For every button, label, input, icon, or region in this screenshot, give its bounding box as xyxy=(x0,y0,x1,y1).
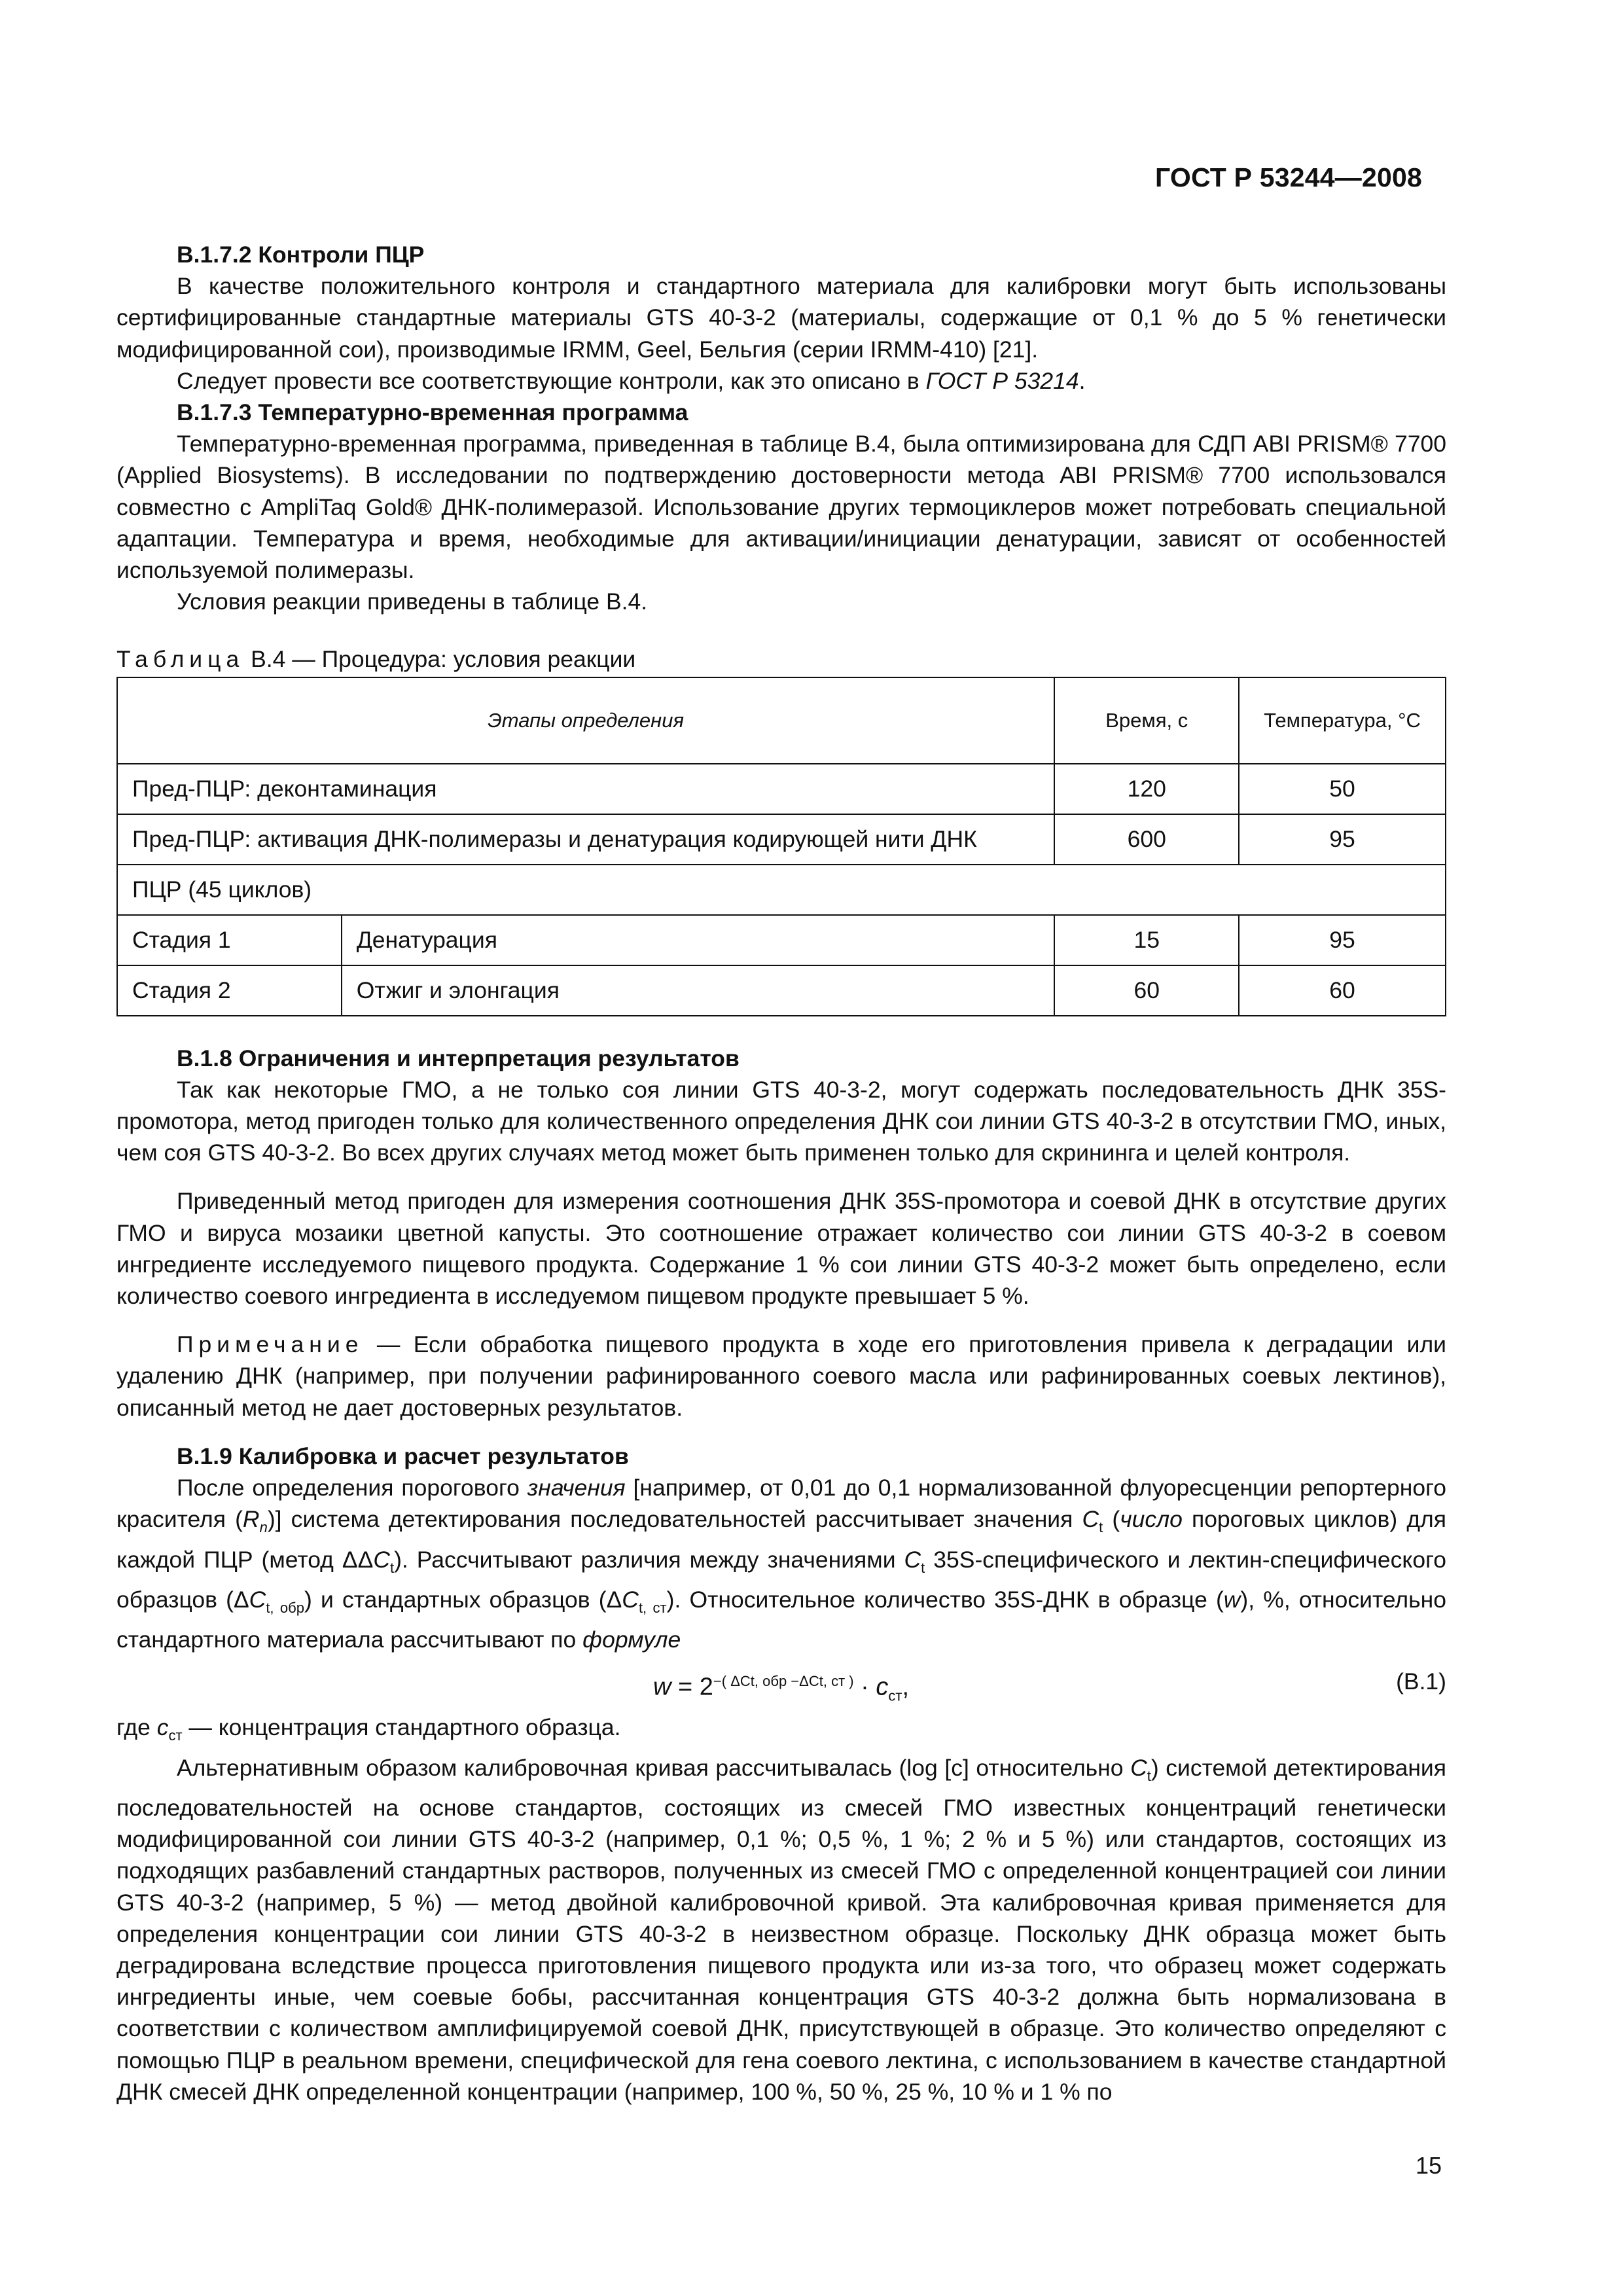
symbol: w xyxy=(1223,1586,1241,1613)
text: Следует провести все соответствующие контроли, как это описано в xyxy=(177,367,926,394)
formula-number: (В.1) xyxy=(1396,1668,1446,1695)
cell-time: 15 xyxy=(1054,915,1239,965)
section-title-b172: В.1.7.2 Контроли ПЦР xyxy=(177,242,425,268)
symbol: R xyxy=(242,1506,260,1533)
cell-time: 600 xyxy=(1054,814,1239,865)
subscript: t, обр xyxy=(266,1599,305,1616)
note-label: Примечание xyxy=(177,1331,364,1358)
cell-temperature: 95 xyxy=(1239,915,1446,965)
text: пороговых циклов) для каждой ПЦР (метод ΔΔ xyxy=(116,1506,1446,1573)
paragraph-b173-2: Условия реакции приведены в таблице В.4. xyxy=(177,588,648,615)
text: После определения порогового xyxy=(177,1475,527,1501)
table-caption xyxy=(116,643,1446,675)
cell-step: Пред-ПЦР: активация ДНК-полимеразы и денатурация кодирующей нити ДНК xyxy=(117,814,1054,865)
text: значения xyxy=(527,1475,626,1501)
paragraph-b173-1: Температурно-временная программа, приведенная в таблице В.4, была оптимизирована для СДП ABI PRISM® 7700 (Applied Biosystems). В исследовании по подтверждению достоверности метода ABI PRISM® 7700 использовался совместно с AmpliTaq Gold® ДНК-полимеразой. Использование других термоциклеров может потребовать специальной адаптации. Температура и время, необходимые для активации/инициации денатурации, зависят от особенностей используемой полимеразы. xyxy=(116,431,1446,584)
subscript: t, ст xyxy=(638,1599,667,1616)
cell-step: ПЦР (45 циклов) xyxy=(117,865,1446,915)
reaction-conditions-table xyxy=(116,677,1446,1016)
paragraph-b172-1: В качестве положительного контроля и стандартного материала для калибровки могут быть использованы сертифицированные стандартные материалы GTS 40-3-2 (материалы, содержащие от 0,1 % до 5 % генетически модифицированной сои), производимые IRMM, Geel, Бельгия (серии IRMM-410) [21]. xyxy=(116,273,1446,363)
paragraph-b18-1: Так как некоторые ГМО, а не только соя линии GTS 40-3-2, могут содержать последовательность ДНК 35S-промотора, метод пригоден только для количественного определения ДНК сои линии GTS 40-3-2 в отсутствии ГМО, иных, чем соя GTS 40-3-2. Во всех других случаях метод может быть применен только для скрининга и целей контроля. xyxy=(116,1076,1446,1166)
subscript: t xyxy=(389,1559,395,1576)
text: . xyxy=(1079,367,1086,394)
formula-b1 xyxy=(116,1659,1446,1712)
text: , xyxy=(902,1674,909,1702)
page-body xyxy=(116,239,1446,2108)
cell-temperature: 50 xyxy=(1239,764,1446,814)
cell-step: Пред-ПЦР: деконтаминация xyxy=(117,764,1054,814)
section-title-b19: В.1.9 Калибровка и расчет результатов xyxy=(177,1443,629,1469)
table-caption-text: В.4 — Процедура: условия реакции xyxy=(244,646,636,673)
cell-stage: Стадия 2 xyxy=(117,965,342,1016)
cell-step: Отжиг и элонгация xyxy=(342,965,1055,1016)
text: ) и стандартных образцов (Δ xyxy=(304,1586,622,1613)
text: = 2 xyxy=(671,1674,713,1702)
text: ). Рассчитывают различия между значениями xyxy=(394,1546,904,1573)
header-time: Время, с xyxy=(1054,677,1239,764)
exponent: −( ΔCt, обр −ΔCt, ст ) xyxy=(713,1673,854,1690)
subscript: t xyxy=(1147,1767,1151,1784)
paragraph-b19-2 xyxy=(116,1752,1446,2108)
gost-reference: ГОСТ Р 53214 xyxy=(925,367,1079,394)
symbol: C xyxy=(1082,1506,1099,1533)
symbol: C xyxy=(373,1546,390,1573)
cell-time: 60 xyxy=(1054,965,1239,1016)
text: ) системой детектирования последовательностей на основе стандартов, состоящих из смесей ГМО известных концентраций генетически модифицированной сои линии GTS 40-3-2 (например, 0,1 %; 0,5 %, 1 %; 2 % и 5 %) или стандартов, состоящих из подходящих разбавлений стандартных растворов, полученных из смесей ГМО с определенной концентрацией сои линии GTS 40-3-2 (например, 5 %) — метод двойной калибровочной кривой. Эта калибровочная кривая применяется для определения концентрации сои линии GTS 40-3-2 в неизвестном образце. Поскольку ДНК образца может быть деградирована вследствие процесса приготовления пищевого продукта или из-за того, что образец может содержать ингредиенты иные, чем соевые бобы, рассчитанная концентрация GTS 40-3-2 должна быть нормализована в соответствии с количеством амплифицируемой соевой ДНК, присутствующей в образце. Это количество определяют с помощью ПЦР в реальном времени, специфической для гена соевого лектина, с использованием в качестве стандартной ДНК смесей ДНК определенной концентрации (например, 100 %, 50 %, 25 %, 10 % и 1 % по xyxy=(116,1754,1446,2105)
table-caption-word: Таблица xyxy=(116,646,245,673)
page-number: 15 xyxy=(1416,2152,1442,2179)
text: число xyxy=(1120,1506,1183,1533)
header-temperature: Температура, °С xyxy=(1239,677,1446,764)
text: )] система детектирования последовательностей рассчитывает значения xyxy=(267,1506,1082,1533)
formula-legend xyxy=(116,1712,1446,1751)
subscript: t xyxy=(1099,1519,1103,1536)
paragraph-b18-2: Приведенный метод пригоден для измерения соотношения ДНК 35S-промотора и соевой ДНК в отсутствие других ГМО и вируса мозаики цветной капусты. Это соотношение отражает количество сои линии GTS 40-3-2 в соевом ингредиенте исследуемого пищевого продукта. Содержание 1 % сои линии GTS 40-3-2 может быть определено, если количество соевого ингредиента в исследуемом пищевом продукте превышает 5 %. xyxy=(116,1188,1446,1310)
text: · xyxy=(853,1674,876,1702)
note-text: — Если обработка пищевого продукта в ходе его приготовления привела к деградации или удалению ДНК (например, при получении рафинированного соевого масла или рафинированных соевых лектинов), описанный метод не дает достоверных результатов. xyxy=(116,1331,1446,1421)
subscript: t xyxy=(921,1559,925,1576)
table-header-row xyxy=(117,677,1446,764)
text: формуле xyxy=(582,1626,681,1653)
table-row xyxy=(117,764,1446,814)
formula-expression xyxy=(653,1666,909,1712)
symbol: c xyxy=(156,1714,169,1741)
table-row xyxy=(117,965,1446,1016)
symbol: C xyxy=(904,1546,921,1573)
symbol: w xyxy=(653,1674,671,1702)
symbol: c xyxy=(876,1674,889,1702)
cell-time: 120 xyxy=(1054,764,1239,814)
document-code: ГОСТ Р 53244—2008 xyxy=(1155,162,1422,192)
subscript: ст xyxy=(168,1727,183,1744)
text: ( xyxy=(1103,1506,1120,1533)
symbol: C xyxy=(1130,1754,1147,1781)
symbol: C xyxy=(249,1586,266,1613)
text: ). Относительное количество 35S-ДНК в образце ( xyxy=(666,1586,1224,1613)
paragraph-b172-2 xyxy=(116,365,1446,397)
text: [например, от 0,01 до 0,1 нормализованной флуоресценции репортерного красителя ( xyxy=(116,1475,1446,1533)
text: 35S-специфического и лектин-специфического образцов (Δ xyxy=(116,1546,1447,1613)
cell-temperature: 60 xyxy=(1239,965,1446,1016)
text: Альтернативным образом калибровочная кривая рассчитывалась (log [c] относительно xyxy=(177,1754,1131,1781)
symbol: C xyxy=(622,1586,639,1613)
subscript: ст xyxy=(888,1687,902,1704)
cell-stage: Стадия 1 xyxy=(117,915,342,965)
cell-step: Денатурация xyxy=(342,915,1055,965)
section-title-b173: В.1.7.3 Температурно-временная программа xyxy=(177,399,688,426)
header-stages: Этапы определения xyxy=(117,677,1054,764)
table-row xyxy=(117,865,1446,915)
text: где xyxy=(116,1714,157,1741)
cell-temperature: 95 xyxy=(1239,814,1446,865)
table-row xyxy=(117,915,1446,965)
subscript: n xyxy=(259,1519,268,1536)
text: — концентрация стандартного образца. xyxy=(182,1714,621,1741)
table-row xyxy=(117,814,1446,865)
text: ), %, относительно стандартного материала рассчитывают по xyxy=(116,1586,1446,1653)
note xyxy=(116,1329,1446,1424)
section-title-b18: В.1.8 Ограничения и интерпретация результатов xyxy=(177,1045,740,1071)
paragraph-b19-1 xyxy=(116,1472,1446,1655)
